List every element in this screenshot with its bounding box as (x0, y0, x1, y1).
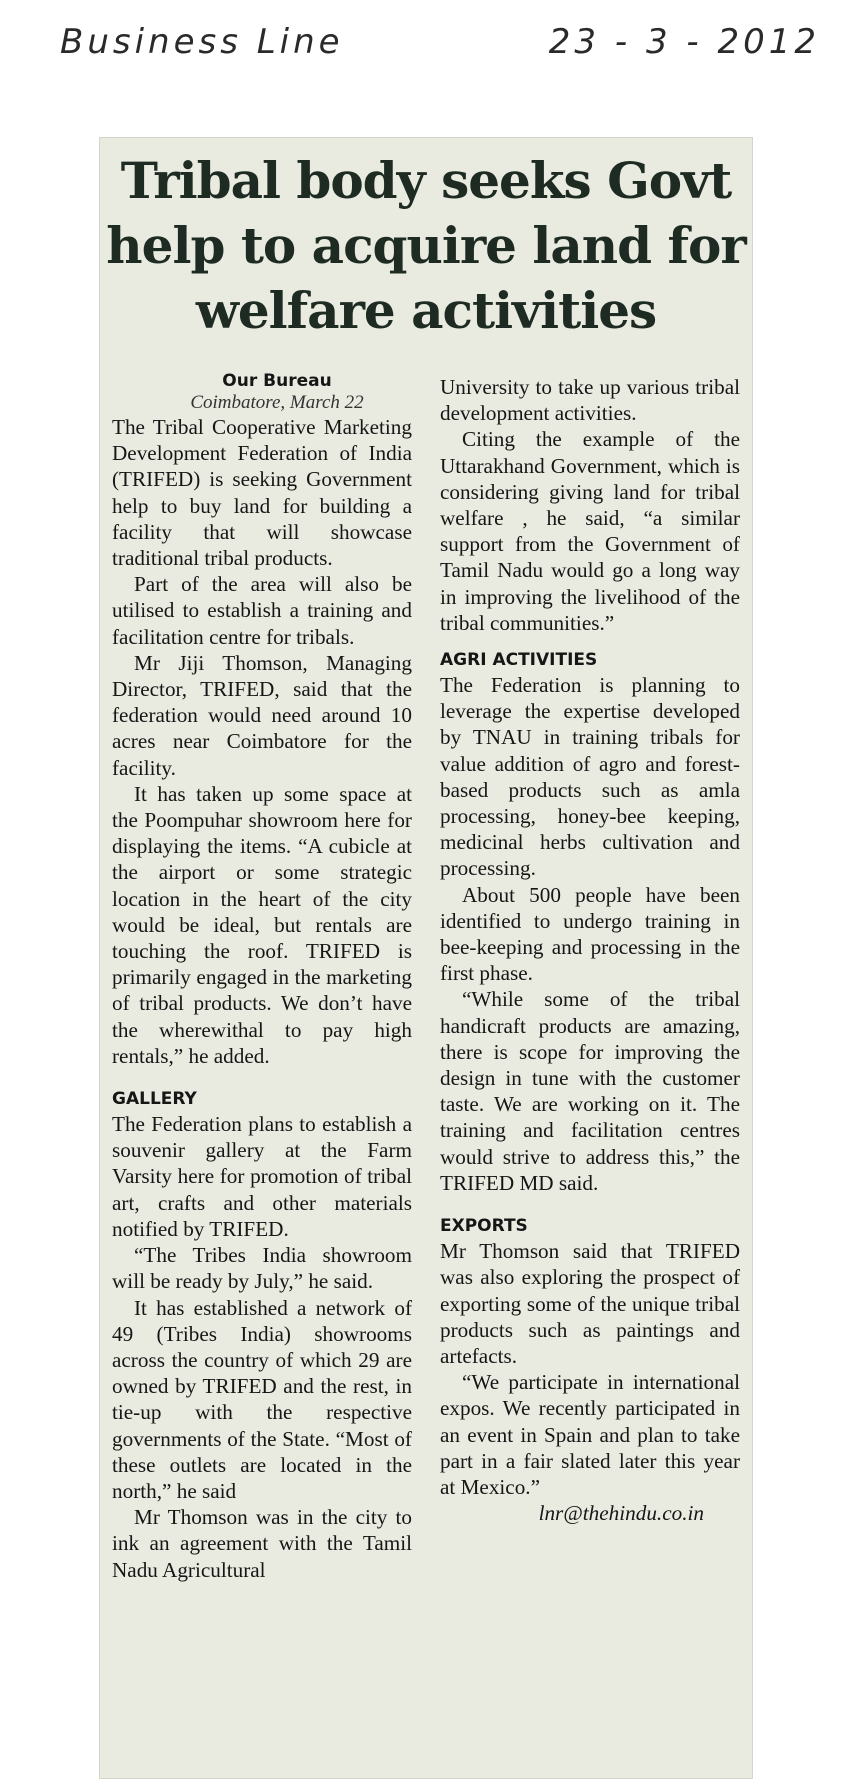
paragraph: Citing the example of the Uttarakhand Government, which is considering giving land for tribal welfare , he said, “a similar support from the Government of Tamil Nadu would go a long way in improving the livelihood of the tribal communities.” (440, 427, 740, 635)
article-headline: Tribal body seeks Govt help to acquire land for welfare activities (106, 151, 746, 340)
paragraph: Mr Thomson said that TRIFED was also exploring the prospect of exporting some of the unique tribal products such as paintings and artefacts. (440, 1239, 740, 1368)
paragraph: “We participate in international expos. We recently participated in an event in Spain and plan to take part in a fair slated later this year at Mexico.” (440, 1370, 740, 1499)
subhead-agri-activities: AGRI ACTIVITIES (440, 650, 598, 671)
handwritten-source-note: Business Line (60, 22, 344, 62)
paragraph: About 500 people have been identified to undergo training in bee-keeping and processing in the first phase. (440, 882, 740, 986)
paragraph: Part of the area will also be utilised to establish a training and facilitation centre for tribals. (112, 572, 412, 649)
paragraph: The Tribal Cooperative Marketing Development Federation of India (TRIFED) is seeking Government help to buy land for building a facility that will showcase traditional tribal products. (112, 415, 412, 571)
paragraph: “The Tribes India showroom will be ready by July,” he said. (112, 1243, 412, 1294)
byline: Our Bureau (222, 371, 332, 391)
paragraph: The Federation is planning to leverage the expertise developed by TNAU in training tribals for value addition of agro and forest-based products such as amla processing, honey-bee keeping, medicinal herbs cultivation and processing. (440, 673, 740, 881)
paragraph: “While some of the tribal handicraft products are amazing, there is scope for improving the design in tune with the customer taste. We are working on it. The training and facilitation centres would strive to address this,” the TRIFED MD said. (440, 987, 740, 1195)
paragraph: University to take up various tribal development activities. (440, 375, 740, 426)
article-column-right (440, 374, 740, 1526)
subhead-gallery: GALLERY (112, 1089, 197, 1110)
paragraph: Mr Thomson was in the city to ink an agreement with the Tamil Nadu Agricultural (112, 1505, 412, 1582)
article-column-left (112, 370, 412, 1583)
paragraph: It has established a network of 49 (Tribes India) showrooms across the country of which 29 are owned by TRIFED and the rest, in tie-up with the respective governments of the State. “Most of these outlets are located in the north,” he said (112, 1295, 412, 1503)
paragraph: It has taken up some space at the Poompuhar showroom here for displaying the items. “A cubicle at the airport or some strategic location in the heart of the city would be ideal, but rentals are touching the roof. TRIFED is primarily engaged in the marketing of tribal products. We don’t have the wherewithal to pay high rentals,” he added. (112, 781, 412, 1068)
subhead-exports: EXPORTS (440, 1216, 528, 1237)
handwritten-date-note: 23 - 3 - 2012 (548, 22, 820, 62)
dateline: Coimbatore, March 22 (190, 392, 364, 413)
paragraph: The Federation plans to establish a souvenir gallery at the Farm Varsity here for promotion of tribal art, crafts and other materials notified by TRIFED. (112, 1112, 412, 1241)
paragraph: Mr Jiji Thomson, Managing Director, TRIFED, said that the federation would need around 10 acres near Coimbatore for the facility. (112, 650, 412, 780)
newspaper-clipping (100, 138, 752, 1778)
author-email: lnr@thehindu.co.in (538, 1501, 704, 1526)
